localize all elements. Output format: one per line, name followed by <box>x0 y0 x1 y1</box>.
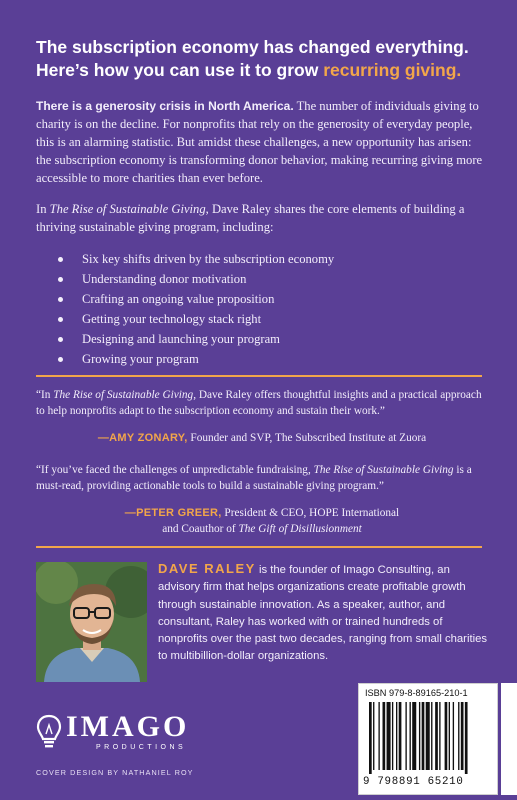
summary-suffix: , Dave Raley shares the core elements of building a thriving sustainable giving program, including: <box>36 202 465 234</box>
headline-line-2 <box>36 59 496 82</box>
divider-bottom <box>36 546 482 548</box>
endorser-book-title: The Gift of Disillusionment <box>238 523 362 535</box>
endorser-name-2: —PETER GREER, <box>124 507 222 519</box>
endorser-line-2 <box>36 521 488 537</box>
endorser-coauthor-prefix: and Coauthor of <box>162 523 239 535</box>
list-item: Six key shifts driven by the subscription economy <box>58 249 334 269</box>
author-photo <box>36 562 147 682</box>
quote-1-open: “In <box>36 389 54 401</box>
publisher-logo-sub: PRODUCTIONS <box>96 744 187 751</box>
intro-paragraph <box>36 97 488 187</box>
list-item: Understanding donor motivation <box>58 269 334 289</box>
endorser-line-1 <box>36 505 488 521</box>
publisher-logo <box>36 710 211 760</box>
endorsement-quote-2 <box>36 462 488 494</box>
list-item: Growing your program <box>58 349 334 369</box>
summary-book-title: The Rise of Sustainable Giving <box>49 202 206 216</box>
endorsement-attribution-2 <box>36 505 488 537</box>
list-item: Crafting an ongoing value proposition <box>58 289 334 309</box>
barcode-price-strip <box>501 683 517 795</box>
endorser-name-1: —AMY ZONARY, <box>97 432 188 444</box>
summary-prefix: In <box>36 202 50 216</box>
author-portrait-illustration <box>36 562 147 682</box>
intro-bold-lead: There is a generosity crisis in North America. <box>36 99 294 113</box>
author-bio-text: is the founder of Imago Consulting, an advisory firm that helps organizations create profitable growth through sustainable innovation. As a speaker, author, and consultant, Raley has worked with or trained hundreds of nonprofits over the past two decades, ranging from small charities to multibillion-dollar organizations. <box>158 564 488 663</box>
endorsement-attribution-1 <box>36 430 488 446</box>
quote-2-open: “If you’ve faced the challenges of unpredictable fundraising, <box>36 464 314 476</box>
quote-2-rest: is a must-read, providing actionable tools to build a sustainable giving program.” <box>36 464 472 492</box>
author-bio <box>158 560 490 666</box>
intro-text: The number of individuals giving to charity is on the decline. For nonprofits that rely on the generosity of everyday people, this is an alarming statistic. But amidst these challenges, a new opportunity has arisen: the subscription economy is transforming donor behavior, making recurring giving more accessible to more charities than ever before. <box>36 99 483 185</box>
list-item: Designing and launching your program <box>58 329 334 349</box>
isbn-label: ISBN 979-8-89165-210-1 <box>365 688 468 698</box>
publisher-logo-word: IMAGO <box>66 710 190 743</box>
endorsement-quote-1 <box>36 387 488 419</box>
topics-list <box>58 249 334 369</box>
quote-1-book-title: The Rise of Sustainable Giving <box>53 389 194 401</box>
barcode-icon <box>369 702 491 774</box>
divider-top <box>36 375 482 377</box>
headline-accent: recurring giving. <box>323 60 462 80</box>
headline-line-1: The subscription economy has changed everything. <box>36 37 469 57</box>
barcode-digits: 9 798891 65210 <box>363 776 464 788</box>
quote-2-book-title: The Rise of Sustainable Giving <box>313 464 454 476</box>
lightbulb-icon <box>36 714 62 748</box>
endorser-title-2: President & CEO, HOPE International <box>221 507 400 519</box>
list-item: Getting your technology stack right <box>58 309 334 329</box>
quote-1-rest: , Dave Raley offers thoughtful insights and a practical approach to help nonprofits adapt to the subscription economy and sustain their work.” <box>36 389 482 417</box>
summary-paragraph <box>36 200 488 236</box>
barcode-panel <box>358 683 498 795</box>
endorser-title-1: Founder and SVP, The Subscribed Institute at Zuora <box>187 432 427 444</box>
headline <box>36 36 496 82</box>
headline-line-2-text: Here’s how you can use it to grow <box>36 60 324 80</box>
cover-design-credit: COVER DESIGN BY NATHANIEL ROY <box>36 768 194 777</box>
author-name: DAVE RALEY <box>158 561 256 576</box>
